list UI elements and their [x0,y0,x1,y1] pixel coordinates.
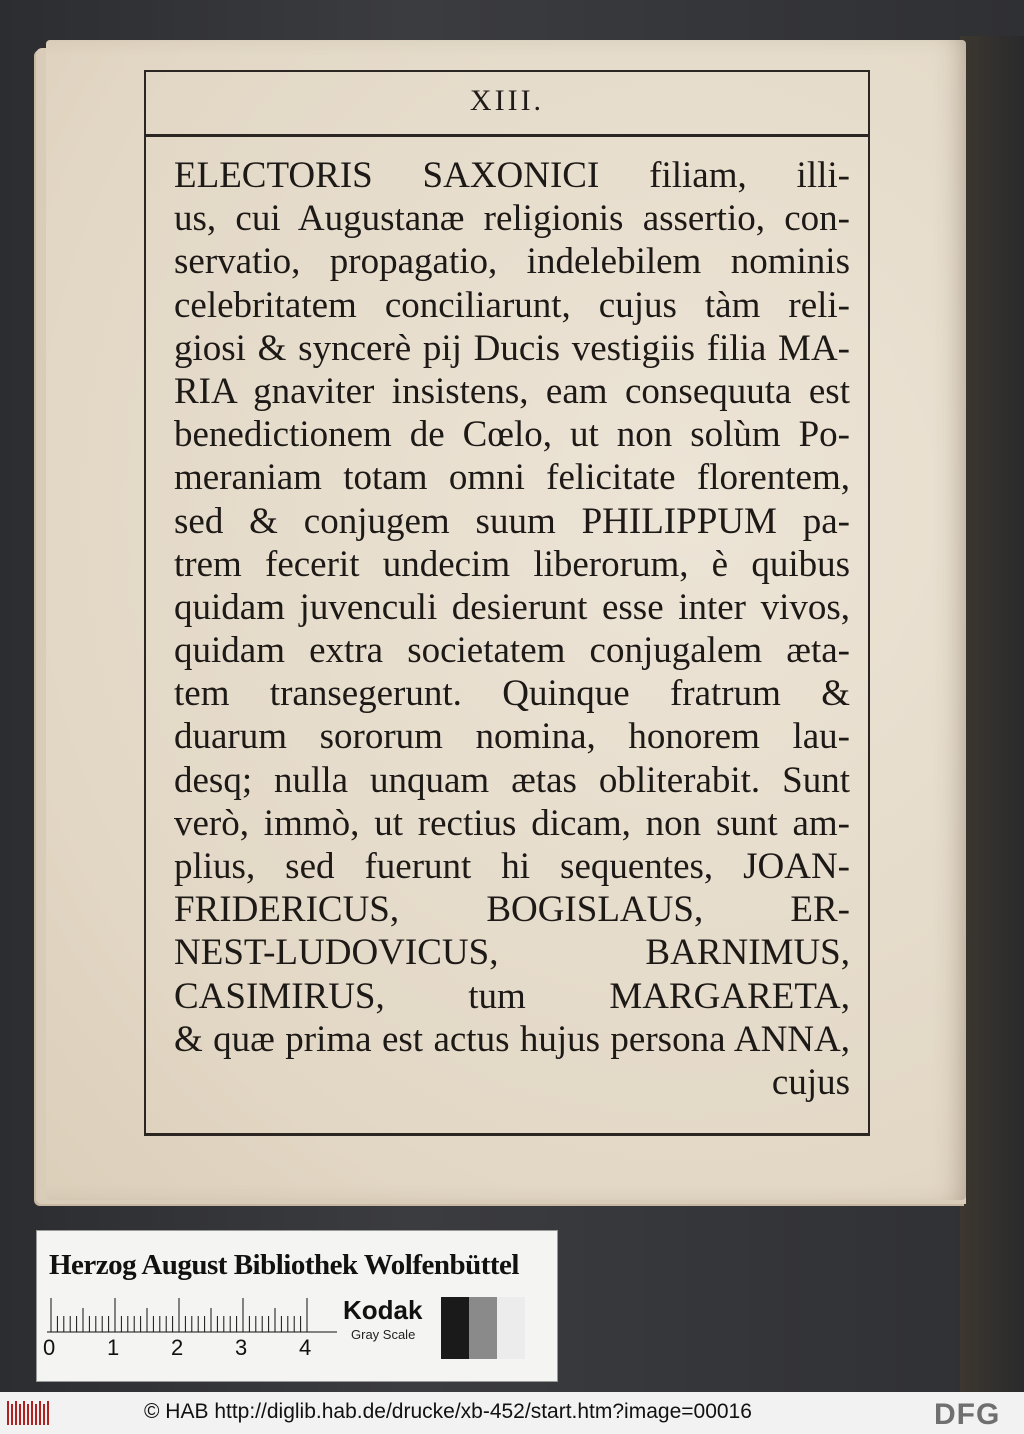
page-number: XIII. [469,84,545,117]
gray-swatch-dark [441,1297,469,1359]
gray-swatch-mid [469,1297,497,1359]
text-line: RIA gnaviter insistens, eam consequuta est [174,370,850,412]
footer-bar [0,1392,1024,1434]
logo-bar [27,1404,29,1425]
header-rule [144,134,870,137]
body-text [174,154,850,1104]
frame-bottom-rule [144,1133,870,1136]
text-line: ELECTORIS SAXONICI filiam, illi- [174,155,850,196]
calibration-card [36,1230,558,1382]
text-line: verò, immò, ut rectius dicam, non sunt am- [174,802,850,844]
logo-bar [47,1401,49,1425]
ruler-number: 0 [43,1335,56,1360]
text-line: & quæ prima est actus hujus persona ANNA, [174,1018,850,1060]
catchword: cujus [771,1061,850,1103]
text-line: duarum sororum nomina, honorem lau- [174,716,850,758]
dfg-logo: DFG [934,1398,1001,1431]
logo-bar [31,1401,33,1425]
ruler-numbers [43,1335,343,1365]
ruler-number: 4 [299,1335,312,1360]
copyright-link[interactable]: © HAB http://diglib.hab.de/drucke/xb-452/start.htm?image=00016 [144,1400,752,1423]
kodak-label: Kodak [343,1295,423,1325]
logo-bar [11,1404,13,1425]
facing-page-edge [960,36,1024,1392]
text-line: desq; nulla unquam ætas obliterabit. Sunt [174,759,850,801]
logo-bar [39,1401,41,1425]
text-line: plius, sed fuerunt hi sequentes, JOAN- [174,846,850,887]
ruler-number: 2 [171,1335,184,1360]
text-line: celebritatem conciliarunt, cujus tàm reli- [174,284,850,326]
book-page [46,40,966,1200]
text-line: trem fecerit undecim liberorum, è quibus [174,543,850,585]
text-line: quidam extra societatem conjugalem æta- [174,630,850,672]
text-line: FRIDERICUS, BOGISLAUS, ER- [174,889,850,931]
frame-top-rule [144,70,870,72]
logo-bar [7,1401,9,1425]
text-line: us, cui Augustanæ religionis assertio, con- [174,198,850,240]
gray-scale-label: Gray Scale [351,1327,416,1342]
hab-logo-icon [6,1400,52,1426]
logo-bar [19,1404,21,1425]
logo-bar [35,1404,37,1425]
text-line: giosi & syncerè pij Ducis vestigiis filia MA- [174,327,850,369]
library-name: Herzog August Bibliothek Wolfenbüttel [49,1249,519,1281]
logo-bar [23,1401,25,1425]
text-line: NEST-LUDOVICUS, BARNIMUS, [174,932,850,974]
text-line: tem transegerunt. Quinque fratrum & [174,673,850,715]
text-line: benedictionem de Cœlo, ut non solùm Po- [174,414,850,456]
logo-bar [15,1401,17,1425]
ruler-icon [47,1297,337,1333]
text-line: quidam juvenculi desierunt esse inter vivos, [174,586,850,628]
ruler-number: 3 [235,1335,248,1360]
ruler-number: 1 [107,1335,120,1360]
text-line: sed & conjugem suum PHILIPPUM pa- [174,500,850,542]
logo-bar [43,1404,45,1425]
text-line: meraniam totam omni felicitate florentem, [174,457,850,499]
text-line: CASIMIRUS, tum MARGARETA, [174,975,850,1017]
text-line: servatio, propagatio, indelebilem nominis [174,241,850,283]
gray-swatch-light [497,1297,525,1359]
text-frame [144,70,870,1136]
